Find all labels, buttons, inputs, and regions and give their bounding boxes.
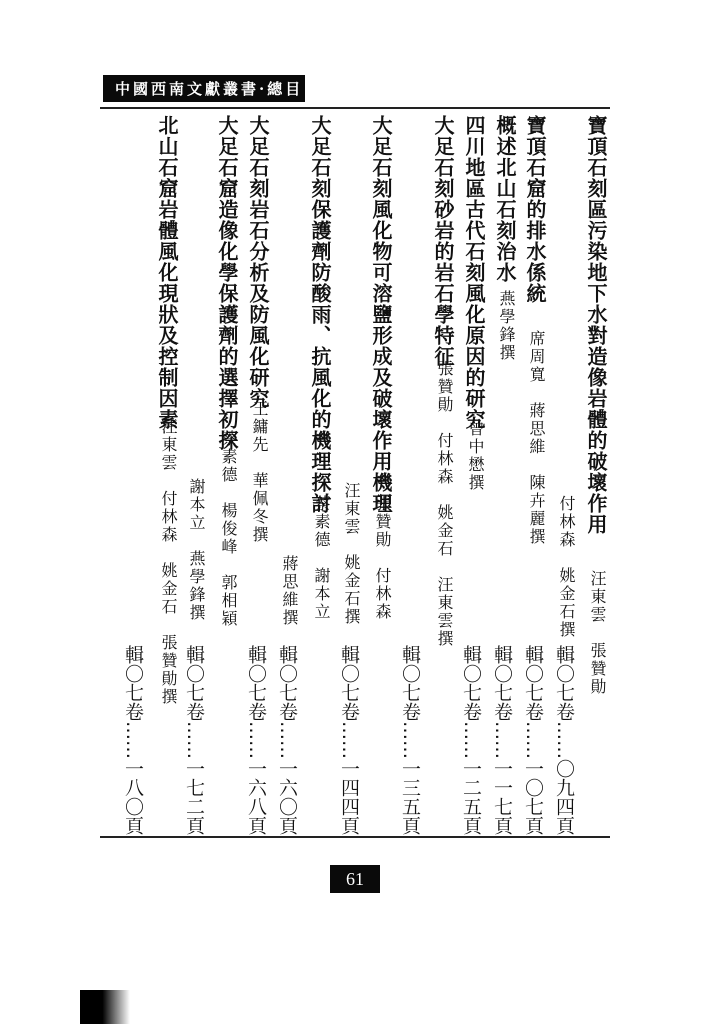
entry-authors: 蔡素德 謝本立 <box>312 495 331 621</box>
entry-page-ref: 輯〇七卷……一四四頁 <box>338 645 360 835</box>
entry-title: 寶頂石窟的排水係統 <box>523 115 547 304</box>
entry-authors: 張贊勛 付林森 <box>373 495 392 621</box>
entry-page-ref: 輯〇七卷……一七二頁 <box>183 645 205 835</box>
entry-authors: 汪東雲 姚金石撰 <box>342 482 361 626</box>
series-title-banner <box>103 75 305 102</box>
entry-title: 四川地區古代石刻風化原因的研究 <box>462 115 486 430</box>
entry-page-ref: 輯〇七卷……一六〇頁 <box>276 645 298 835</box>
entry-authors: 燕學鋒撰 <box>497 290 516 362</box>
entry-title: 大足石窟造像化學保護劑的選擇初探 <box>215 115 239 451</box>
entry-page-ref: 輯〇七卷……一八〇頁 <box>122 645 144 835</box>
entry-title: 大足石刻岩石分析及防風化研究 <box>246 115 270 409</box>
entry-authors: 謝本立 燕學鋒撰 <box>187 478 206 622</box>
series-title: 中國西南文獻叢書·總目 <box>115 80 304 98</box>
entry-page-ref: 輯〇七卷……〇九四頁 <box>553 645 575 835</box>
top-rule <box>100 107 610 109</box>
entry-authors: 蔣思維撰 <box>280 555 299 627</box>
entry-page-ref: 輯〇七卷……一六八頁 <box>245 645 267 835</box>
entry-title: 北山石窟岩體風化現狀及控制因素 <box>155 115 179 430</box>
entry-page-ref: 輯〇七卷……一二五頁 <box>460 645 482 835</box>
entry-authors: 席周寬 蔣思維 陳卉麗撰 <box>527 330 546 546</box>
entry-authors: 曾中懋撰 <box>466 420 485 492</box>
entry-page-ref: 輯〇七卷……一一七頁 <box>491 645 513 835</box>
entry-title: 大足石刻風化物可溶鹽形成及破壞作用機理 <box>369 115 393 514</box>
entry-title: 寶頂石刻區污染地下水對造像岩體的破壞作用 <box>584 115 608 535</box>
entry-authors: 汪東雲 張贊勛 <box>588 570 607 696</box>
page-number: 61 <box>346 868 364 889</box>
entry-page-ref: 輯〇七卷……一三五頁 <box>399 645 421 835</box>
entry-title: 概述北山石刻治水 <box>493 115 517 283</box>
entry-authors: 蔡素德 楊俊峰 郭相穎 <box>219 430 238 628</box>
entry-page-ref: 輯〇七卷……一〇七頁 <box>522 645 544 835</box>
entry-authors: 汪東雲 付林森 姚金石 張贊勛撰 <box>159 418 178 706</box>
entry-authors: 張贊勛 付林森 姚金石 汪東雲撰 <box>435 360 454 648</box>
bottom-rule <box>100 836 610 838</box>
page-number-box <box>330 865 380 893</box>
entry-title: 大足石刻保護劑防酸雨、抗風化的機理探討 <box>308 115 332 514</box>
scan-artifact <box>80 990 130 1024</box>
entry-authors: 付林森 姚金石撰 <box>557 495 576 639</box>
entry-authors: 王鏞先 華佩冬撰 <box>250 400 269 544</box>
entry-title: 大足石刻砂岩的岩石學特征 <box>431 115 455 367</box>
